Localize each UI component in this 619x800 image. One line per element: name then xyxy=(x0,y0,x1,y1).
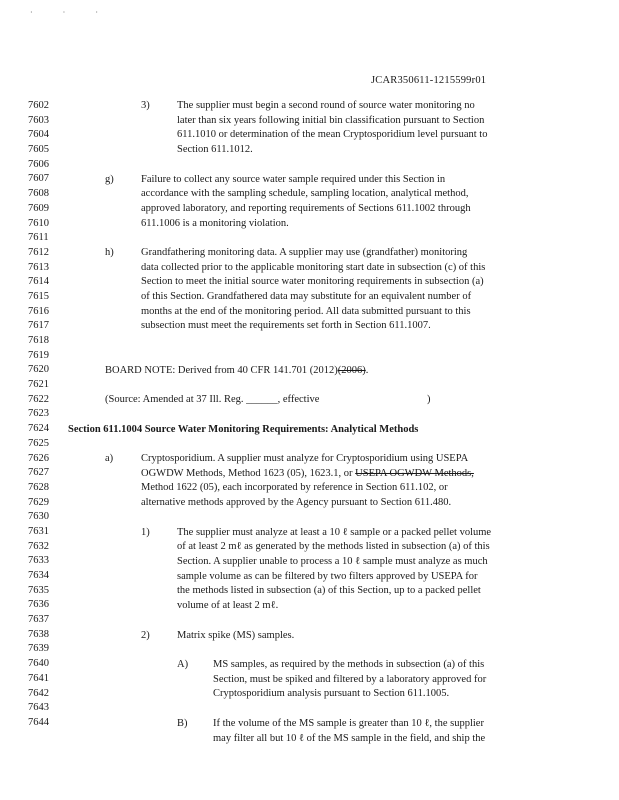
item-g-marker: g) xyxy=(105,173,114,185)
line-number: 7626 xyxy=(28,452,49,464)
line-number: 7636 xyxy=(28,599,49,611)
struck-text: USEPA OGWDW Methods, xyxy=(355,467,474,479)
line-number: 7614 xyxy=(28,276,49,288)
text-line: of at least 2 mℓ as generated by the methods listed in subsection (a) of this xyxy=(177,541,490,553)
scan-specks: · · · xyxy=(30,8,112,17)
source-close: ) xyxy=(427,394,431,405)
item-h-marker: h) xyxy=(105,247,114,258)
struck-text: (2006) xyxy=(337,364,366,376)
document-id-header: JCAR350611-1215599r01 xyxy=(371,75,487,86)
text-line: alternative methods approved by the Agency pursuant to Section 611.480. xyxy=(141,497,452,509)
text-line: Section 611.1012. xyxy=(177,144,253,156)
source-note: (Source: Amended at 37 Ill. Reg. ______, effective xyxy=(105,394,320,405)
line-number: 7610 xyxy=(28,217,49,229)
text-line: may filter all but 10 ℓ of the MS sample in the field, and ship the xyxy=(213,732,486,744)
text-line: Failure to collect any source water sample required under this Section in xyxy=(141,173,446,185)
line-number: 7627 xyxy=(28,467,49,479)
text-line: later than six years following initial bin classification pursuant to Section xyxy=(177,114,485,126)
line-numbers xyxy=(28,99,49,731)
line-number: 7605 xyxy=(28,144,49,156)
line-number: 7617 xyxy=(28,320,49,332)
text-line: 611.1006 is a monitoring violation. xyxy=(141,217,289,229)
text-line: Section. A supplier unable to process a 10 ℓ sample must analyze as much xyxy=(177,555,488,567)
item-B-marker: B) xyxy=(177,718,188,729)
line-number: 7643 xyxy=(28,702,49,714)
line-number: 7622 xyxy=(28,393,49,405)
text-line: of this Section. Grandfathered data may substitute for an equivalent number of xyxy=(141,291,472,303)
text-line: Cryptosporidium analysis pursuant to Section 611.1005. xyxy=(213,688,450,700)
text-line: subsection must meet the requirements set forth in Section 611.1007. xyxy=(141,320,431,332)
line-number: 7642 xyxy=(28,687,49,699)
line-number: 7624 xyxy=(28,423,49,435)
line-number: 7625 xyxy=(28,437,49,449)
line-number: 7606 xyxy=(28,158,49,170)
text-line: sample volume as can be filtered by two filters approved by USEPA for xyxy=(177,570,478,582)
line-number: 7637 xyxy=(28,614,49,626)
item-A-text xyxy=(213,658,486,702)
text-line: Grandfathering monitoring data. A supplier may use (grandfather) monitoring xyxy=(141,247,468,258)
item-h-text xyxy=(141,246,485,334)
line-number: 7640 xyxy=(28,658,49,670)
text-line: Section to meet the initial source water monitoring requirements in subsection (a) xyxy=(141,276,484,288)
line-number: 7608 xyxy=(28,188,49,200)
text-span: OGWDW Methods, Method 1623 (05), 1623.1, or xyxy=(141,467,356,479)
line-number: 7631 xyxy=(28,525,49,537)
board-note-text: BOARD NOTE: Derived from 40 CFR 141.701 (2012) xyxy=(105,364,338,376)
text-line: data collected prior to the applicable monitoring start date in subsection (c) of this xyxy=(141,261,486,273)
text-line: Cryptosporidium. A supplier must analyze for Cryptosporidium using USEPA xyxy=(141,453,469,464)
line-number: 7604 xyxy=(28,129,49,141)
item-3-marker: 3) xyxy=(141,100,150,111)
line-number: 7630 xyxy=(28,511,49,523)
item-a-marker: a) xyxy=(105,453,114,464)
item-A-marker: A) xyxy=(177,659,189,670)
section-heading-text: Section 611.1004 Source Water Monitoring Requirements: Analytical Methods xyxy=(68,423,419,435)
line-number: 7639 xyxy=(28,643,49,655)
line-number: 7615 xyxy=(28,290,49,302)
line-number: 7609 xyxy=(28,202,49,214)
text-line: The supplier must analyze at least a 10 ℓ sample or a packed pellet volume xyxy=(177,526,492,538)
item-1-text xyxy=(177,526,491,614)
text-line: Section, must be spiked and filtered by a laboratory approved for xyxy=(213,673,487,685)
item-a-text xyxy=(141,452,474,511)
text-line: 611.1010 or determination of the mean Cryptosporidium level pursuant to xyxy=(177,129,488,141)
line-number: 7618 xyxy=(28,335,49,346)
line-number: 7633 xyxy=(28,555,49,567)
line-number: 7638 xyxy=(28,628,49,640)
line-number: 7612 xyxy=(28,246,49,258)
text-line: months at the end of the monitoring period. All data submitted pursuant to this xyxy=(141,305,471,317)
item-g-text xyxy=(141,173,471,232)
line-number: 7602 xyxy=(28,100,49,111)
text-line: approved laboratory, and reporting requirements of Sections 611.1002 through xyxy=(141,202,471,214)
item-1-marker: 1) xyxy=(141,526,150,538)
line-number: 7607 xyxy=(28,173,49,185)
line-number: 7621 xyxy=(28,379,49,391)
line-number: 7629 xyxy=(28,496,49,508)
text-line: Method 1622 (05), each incorporated by reference in Section 611.102, or xyxy=(141,482,448,494)
text-line: If the volume of the MS sample is greater than 10 ℓ, the supplier xyxy=(213,718,484,729)
line-number: 7641 xyxy=(28,672,49,684)
text-line: the methods listed in subsection (a) of this Section, up to a packed pellet xyxy=(177,585,481,597)
line-number: 7603 xyxy=(28,114,49,126)
line-number: 7623 xyxy=(28,408,49,420)
line-number: 7644 xyxy=(28,716,49,728)
text-line: Matrix spike (MS) samples. xyxy=(177,629,295,641)
line-number: 7628 xyxy=(28,481,49,493)
text-line: accordance with the sampling schedule, sampling location, analytical method, xyxy=(141,188,469,200)
text-line: MS samples, as required by the methods in subsection (a) of this xyxy=(213,659,485,670)
line-number: 7613 xyxy=(28,261,49,273)
line-number: 7632 xyxy=(28,540,49,552)
item-2-text xyxy=(177,629,294,644)
line-number: 7619 xyxy=(28,349,49,361)
line-number: 7620 xyxy=(28,364,49,376)
line-number: 7635 xyxy=(28,584,49,596)
line-number: 7611 xyxy=(28,232,49,244)
text-line xyxy=(141,467,474,482)
item-B-text xyxy=(213,717,485,746)
item-3-text xyxy=(177,99,487,158)
board-note xyxy=(105,364,368,379)
text-line: The supplier must begin a second round of source water monitoring no xyxy=(177,100,475,111)
line-number: 7616 xyxy=(28,305,49,317)
item-2-marker: 2) xyxy=(141,629,150,641)
section-heading xyxy=(68,423,418,438)
line-number: 7634 xyxy=(28,570,49,581)
board-note-end: . xyxy=(365,364,369,376)
text-line: volume of at least 2 mℓ. xyxy=(177,599,279,611)
